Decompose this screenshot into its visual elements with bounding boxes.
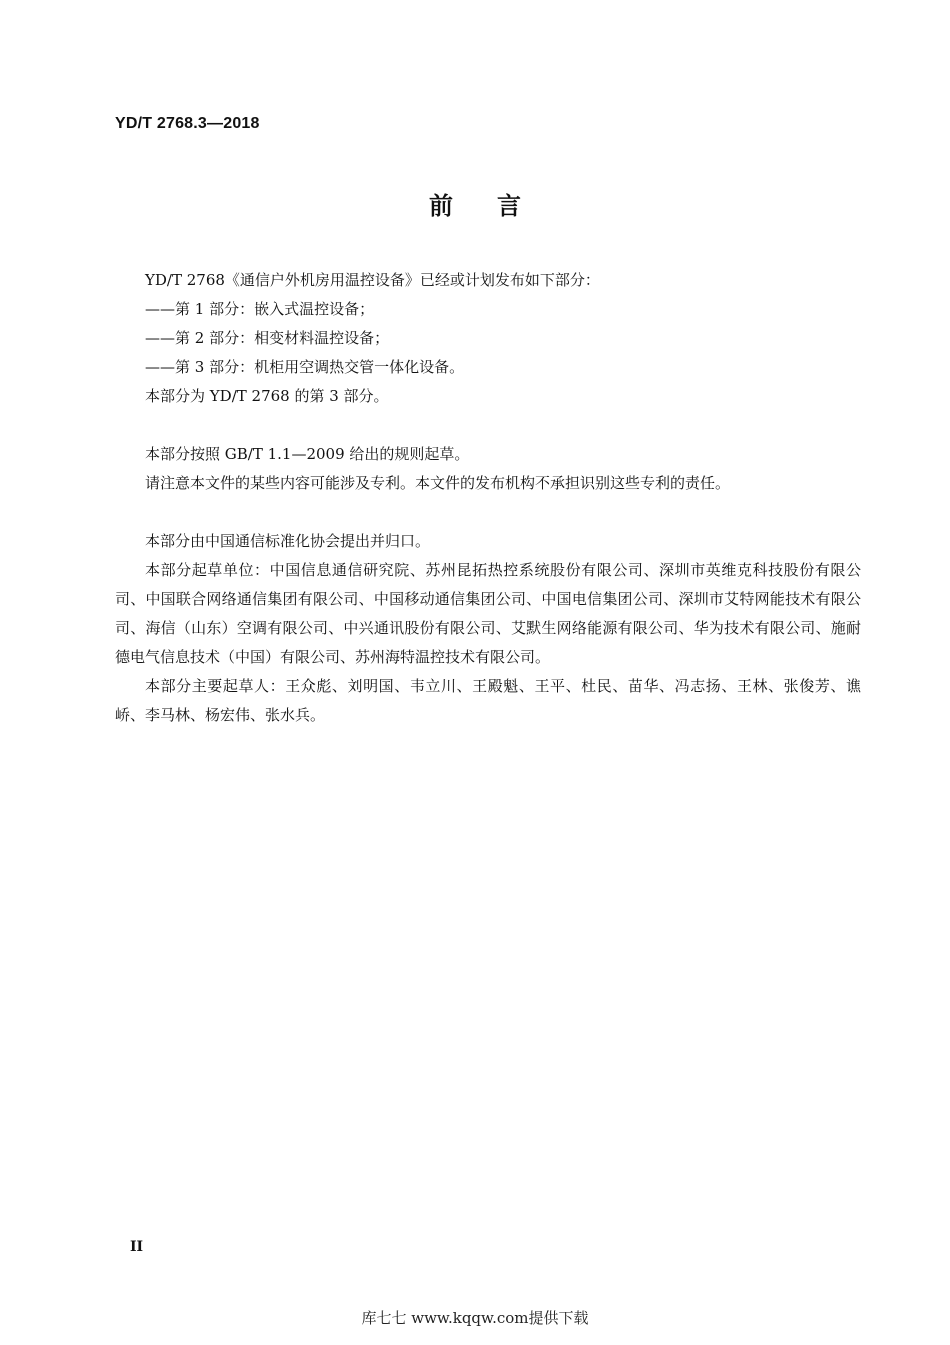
paragraph-drafters: 本部分主要起草人：王众彪、刘明国、韦立川、王殿魁、王平、杜民、苗华、冯志扬、王林、张俊芳、谯峤、李马林、杨宏伟、张水兵。 — [115, 677, 861, 724]
paragraph-series-intro: YD/T 2768《通信户外机房用温控设备》已经或计划发布如下部分： — [145, 271, 600, 289]
paragraph-gap — [115, 411, 861, 440]
paragraph-this-part: 本部分为 YD/T 2768 的第 3 部分。 — [145, 387, 389, 405]
paragraph-part-1: ——第 1 部分：嵌入式温控设备； — [145, 300, 375, 318]
footer-download-source: 库七七 www.kqqw.com提供下载 — [361, 1309, 589, 1327]
paragraph-gap — [115, 498, 861, 527]
document-code: YD/T 2768.3—2018 — [115, 115, 260, 132]
page-number: II — [130, 1239, 144, 1255]
paragraph-proposer: 本部分由中国通信标准化协会提出并归口。 — [145, 532, 431, 550]
paragraph-part-3: ——第 3 部分：机柜用空调热交管一体化设备。 — [145, 358, 465, 376]
paragraph-part-2: ——第 2 部分：相变材料温控设备； — [145, 329, 390, 347]
foreword-body — [115, 266, 861, 730]
paragraph-patent-notice: 请注意本文件的某些内容可能涉及专利。本文件的发布机构不承担识别这些专利的责任。 — [145, 474, 731, 492]
paragraph-drafting-units: 本部分起草单位：中国信息通信研究院、苏州昆拓热控系统股份有限公司、深圳市英维克科技股份有限公司、中国联合网络通信集团有限公司、中国移动通信集团公司、中国电信集团公司、深圳市艾特网能技术有限公司、海信（山东）空调有限公司、中兴通讯股份有限公司、艾默生网络能源有限公司、华为技术有限公司、施耐德电气信息技术（中国）有限公司、苏州海特温控技术有限公司。 — [115, 561, 861, 666]
paragraph-drafting-rules: 本部分按照 GB/T 1.1—2009 给出的规则起草。 — [145, 445, 470, 463]
page-title: 前言 — [429, 192, 565, 220]
